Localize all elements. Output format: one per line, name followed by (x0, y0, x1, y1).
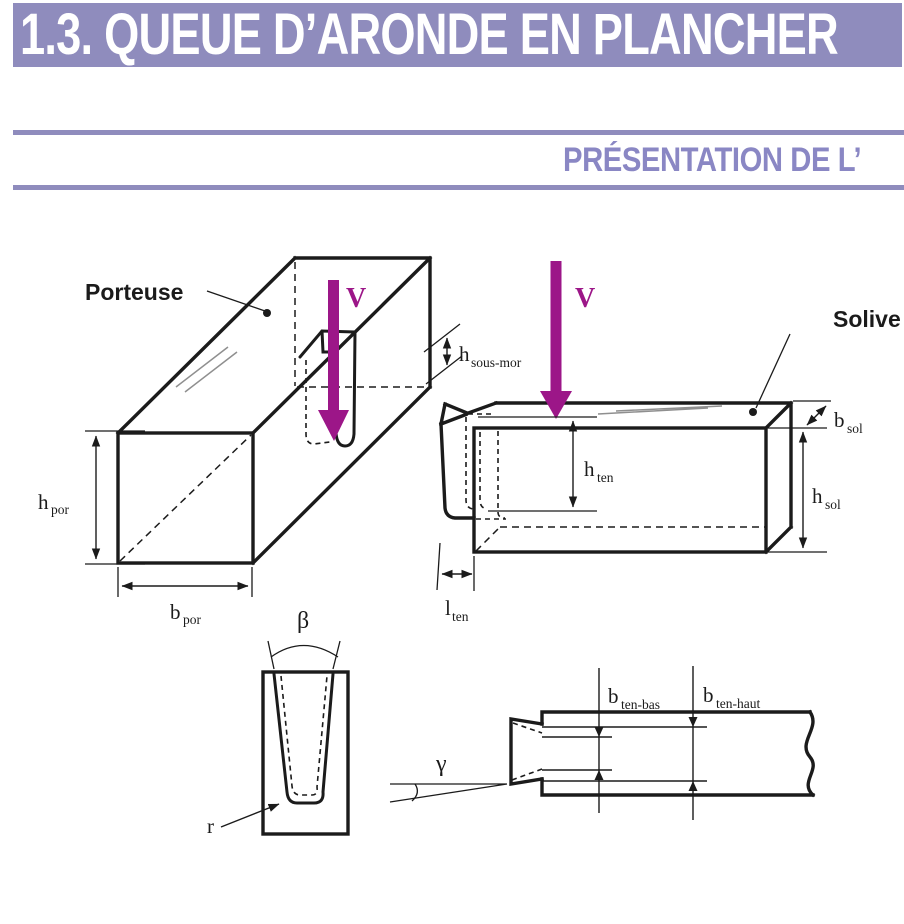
porteuse-face-diagonal (120, 435, 251, 561)
dim-l-ten-base: l (445, 596, 451, 620)
force-label-right: V (575, 283, 596, 314)
plan-tenon-width-lines (542, 727, 707, 781)
tenon-plan-view (390, 666, 813, 820)
dim-h-por-base: h (38, 490, 49, 514)
dim-h-sous-mor-sub: sous-mor (471, 355, 522, 370)
dovetail-joint-diagram (0, 225, 904, 924)
dim-b-por (118, 567, 252, 627)
dim-b-ten-haut-arrow-up (689, 781, 698, 791)
gamma-label: γ (436, 751, 447, 777)
dim-h-sous-mor-base: h (459, 342, 470, 366)
solive-leader-dot (749, 408, 757, 416)
tenon-end-face (441, 424, 474, 518)
tenon-hidden-edges (466, 414, 506, 519)
dim-h-por (38, 431, 145, 564)
chapter-title: 1.3. QUEUE D’ARONDE EN PLANCHER (20, 2, 838, 67)
beta-angle-arc (271, 646, 338, 658)
plan-beam-outline (542, 712, 813, 795)
dim-b-ten-bas-base: b (608, 684, 619, 708)
banner-rule-top (13, 130, 904, 135)
dim-b-ten-bas-arrow-up (595, 770, 604, 780)
mortise-front-hidden-tenon (281, 676, 327, 795)
dim-b-sol-sub: sol (847, 421, 863, 436)
porteuse-label: Porteuse (85, 279, 184, 305)
dim-l-ten (437, 543, 474, 624)
dim-h-ten-ext (478, 417, 597, 511)
force-label-left: V (346, 283, 367, 314)
dim-h-ten-sub: ten (597, 470, 614, 485)
dim-l-ten-sub: ten (452, 609, 469, 624)
dim-h-sol-base: h (812, 484, 823, 508)
gamma-angle (390, 751, 507, 802)
dim-h-sous-mor (424, 324, 522, 384)
chapter-title-bar (13, 3, 902, 67)
force-arrow-right (540, 261, 595, 419)
solive-hidden-edges (476, 527, 766, 551)
force-arrow-left-head (318, 410, 349, 441)
dim-b-sol-base: b (834, 408, 845, 432)
beta-label: β (297, 608, 310, 634)
solive-leader-line (756, 334, 790, 408)
solive-beam (441, 403, 791, 552)
dim-b-ten-bas (595, 668, 660, 813)
grain-mark-solive (598, 406, 722, 414)
dim-l-ten-ext (437, 543, 474, 591)
dim-b-por-base: b (170, 600, 181, 624)
solive-front-face (474, 428, 766, 552)
mortise-front-view (207, 608, 348, 838)
plan-tenon-outline (511, 719, 542, 784)
dim-h-por-ext (85, 431, 145, 564)
solive-depth-edges (496, 403, 791, 552)
gamma-angle-lines (390, 784, 507, 802)
dim-h-sol (768, 432, 841, 552)
mortise-front-slot (274, 674, 333, 803)
mortise-hidden-outline (306, 360, 330, 444)
radius-label: r (207, 814, 214, 838)
dim-b-por-sub: por (183, 612, 201, 627)
grain-mark-porteuse (176, 347, 237, 392)
dim-h-por-sub: por (51, 502, 69, 517)
dim-h-ten-base: h (584, 457, 595, 481)
dim-b-ten-bas-arrow-down (595, 727, 604, 737)
dim-b-ten-haut-arrow-down (689, 717, 698, 727)
force-arrow-right-head (540, 391, 572, 419)
plan-break-line (806, 712, 813, 795)
plan-tenon-hidden-taper (512, 723, 542, 780)
radius-leader-arrow (221, 804, 279, 827)
dim-h-sol-sub: sol (825, 497, 841, 512)
porteuse-leader-dot (263, 309, 271, 317)
dim-b-ten-haut (689, 666, 761, 820)
solive-label: Solive (833, 306, 901, 332)
dim-b-sol-arrow (807, 406, 826, 425)
dim-b-sol (768, 401, 863, 436)
dim-b-ten-bas-sub: ten-bas (621, 697, 660, 712)
banner-rule-bottom (13, 185, 904, 190)
solive-callout (749, 306, 901, 416)
dim-b-ten-haut-sub: ten-haut (716, 696, 761, 711)
dim-b-ten-haut-base: b (703, 683, 714, 707)
dim-b-por-ext (118, 567, 252, 597)
section-banner-title: PRÉSENTATION DE L’ (563, 141, 862, 179)
